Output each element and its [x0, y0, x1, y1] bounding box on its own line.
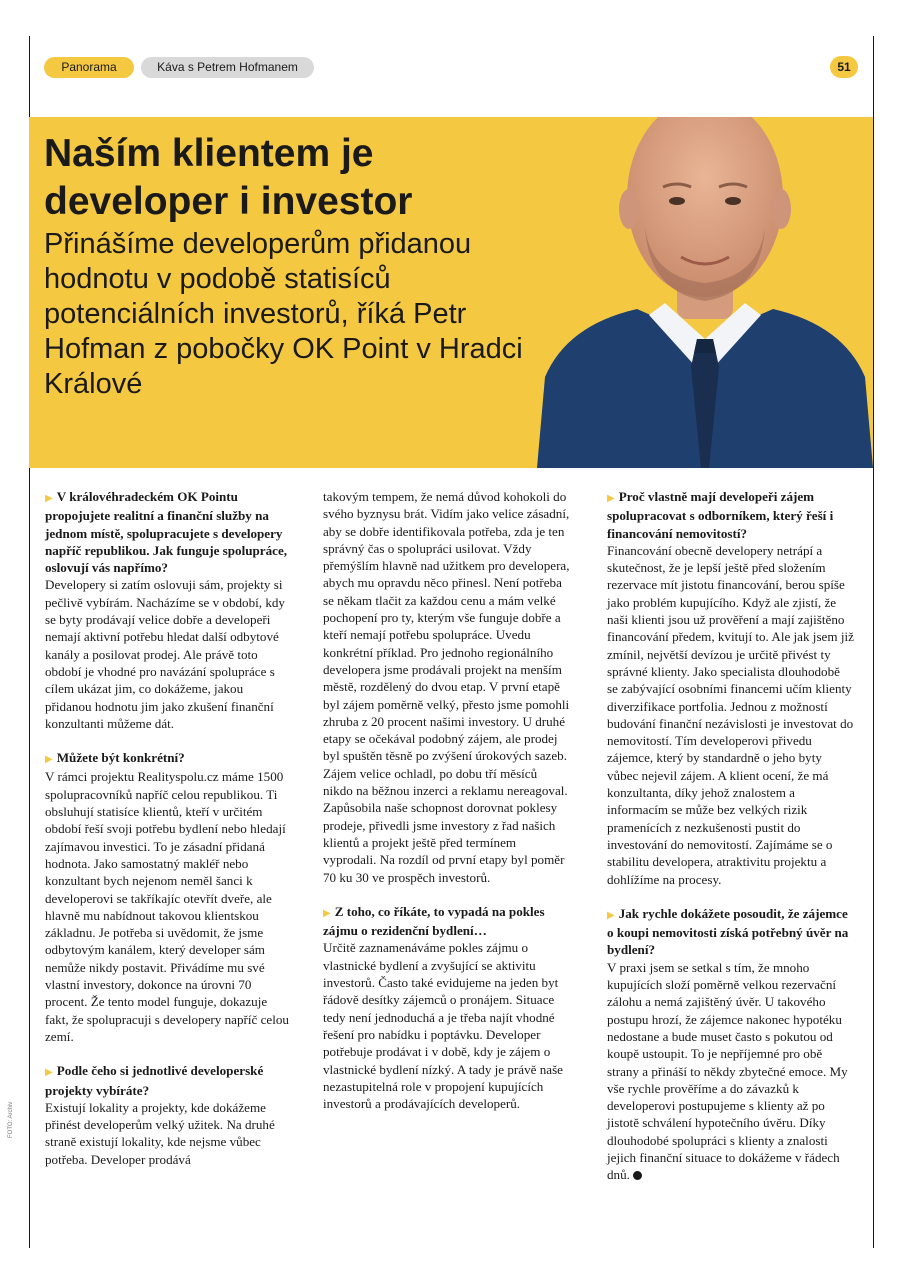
- article-subhead: Přinášíme developerům přidanou hodnotu v podobě statisíců potenciálních investorů, říká Petr Hofman z pobočky OK Point v Hradci Králové: [44, 228, 523, 400]
- interview-answer: Existují lokality a projekty, kde dokážeme přinést developerům velký užitek. Na druhé straně existují lokality, kde nejsme vůbec potřeba. Developer prodává: [45, 1099, 275, 1167]
- qa-block: [45, 749, 292, 1045]
- qa-block: [323, 903, 570, 1113]
- interview-answer: Developery si zatím oslovuji sám, projekty si pečlivě vybírám. Nacházíme se v období, kdy se byty prodávají velice dobře a developeři nemají aktivní potřebu hledat další odbytové kanály a posilovat prodej. Ale právě toto období je vhodné pro navázání spolupráce s cílem ukázat jim, co dokážeme, jakou přidanou hodnotu jim jako zkušení finanční konzultanti můžeme dát.: [45, 577, 285, 731]
- triangle-bullet-icon: ▶: [607, 909, 615, 921]
- qa-block: [45, 488, 292, 732]
- qa-block: [45, 1062, 292, 1168]
- interview-question: Můžete být konkrétní?: [56, 750, 185, 766]
- right-margin-rule: [873, 36, 874, 1248]
- interview-answer: V praxi jsem se setkal s tím, že mnoho kupujících složí poměrně velkou rezervační zálohu a nemá zajištěný úvěr. U takového postupu hrozí, že zájemce nakonec hypotéku nedostane a bude muset často s pokutou od koupě ustoupit. To je nepříjemné pro obě strany a přináší to někdy zbytečné emoce. My vše rychle prověříme a do závazků k developerovi postupujeme s klienty až po jistotě schválení hypotečního úvěru. Díky dlouhodobé spolupráci s klienty a znalosti jejich finanční situace to dokážeme v řádech dnů.: [607, 959, 848, 1183]
- page-number: 51: [830, 56, 858, 78]
- triangle-bullet-icon: ▶: [607, 493, 615, 504]
- triangle-bullet-icon: ▶: [45, 1067, 53, 1079]
- portrait-photo: [537, 117, 873, 468]
- interview-question: Podle čeho si jednotlivé developerské projekty vybíráte?: [45, 1063, 264, 1098]
- section-tag[interactable]: Panorama: [44, 57, 134, 78]
- interview-question: Jak rychle dokážete posoudit, že zájemce o koupi nemovitosti získá potřebný úvěr na bydlení?: [607, 905, 849, 958]
- series-tag[interactable]: Káva s Petrem Hofmanem: [141, 57, 314, 78]
- article-column-1: [45, 488, 292, 1185]
- interview-question: Proč vlastně mají developeři zájem spolupracovat s odborníkem, který řeší i financování nemovitostí?: [607, 489, 834, 541]
- triangle-bullet-icon: ▶: [323, 907, 331, 919]
- qa-block: [323, 488, 570, 886]
- interview-question: Z toho, co říkáte, to vypadá na pokles zájmu o rezidenční bydlení…: [323, 903, 545, 939]
- qa-block: [607, 488, 854, 888]
- article-column-3: [607, 488, 854, 1201]
- qa-block: [607, 905, 854, 1184]
- end-of-article-icon: [633, 1171, 642, 1180]
- interview-answer: Určitě zaznamenáváme pokles zájmu o vlastnické bydlení a zvyšující se aktivitu investorů. Často také evidujeme na jeden byt řádově desítky zájemců o pronájem. Situace tedy není jednoduchá a je třeba najít vhodné řešení pro nabídku i poptávku. Developer potřebuje prodávat i v době, kdy je zájem o vlastnické bydlení nízký. A tady je právě naše nezastupitelná role v propojení kupujících investorů a prodávajících developerů.: [323, 940, 563, 1112]
- triangle-bullet-icon: ▶: [45, 754, 53, 766]
- article-headline: Naším klientem je developer i investor: [44, 132, 413, 223]
- photo-credit: FOTO: Archiv: [8, 1101, 14, 1138]
- interview-question: V královéhradeckém OK Pointu propojujete realitní a finanční služby na jednom místě, spolupracujete s developery napříč republikou. Jak funguje spolupráce, oslovují vás napřímo?: [45, 489, 288, 576]
- hero-band: [29, 117, 873, 468]
- triangle-bullet-icon: ▶: [45, 493, 53, 504]
- interview-answer: Financování obecně developery netrápí a skutečnost, že je lepší ještě před složením rezervace mít jistotu financování, berou spíše jako problém kupujícího. Když ale zjistí, že naši klienti jsou už prověření a mají zajištěno financování předem, kvitují to. Ale jak jsem již zmínil, největší devízou je určitě přivést ty správné klienty. Jako specialista dlouhodobě se zabývající osobními financemi učím klienty diverzifikace portfolia. Jednou z možností budování finanční nezávislosti je investovat do nemovitostí. Tím developerovi přivedu zájemce, který by standardně o jeho byty vůbec nejevil zájem. A klient ocení, že má konzultanta, díky jehož znalostem a informacím se může bez velkých rizik pramenících z nezkušenosti pustit do investování do nemovitostí. Zajímáme se o stabilitu developera, atraktivitu projektu a dohlížíme na procesy.: [607, 542, 854, 887]
- article-column-2: [323, 488, 570, 1129]
- interview-answer: V rámci projektu Realityspolu.cz máme 1500 spolupracovníků napříč celou republikou. Ti obsluhují statisíce klientů, kteří v určitém období řeší svoji potřebu bydlení nebo hledají zajímavou investici. To je zásadní přidaná hodnota. Jako samostatný makléř nebo konzultant bych nejenom neměl šanci k developerovi se takříkajíc otevřít dveře, ale hlavně mu nabídnout takovou klientskou základnu. Je potřeba si uvědomit, že jsme odbytovým kanálem, který developer sám nemůže nikdy postavit. Přivádíme mu své vlastní investory, dokonce na úrovni 70 procent. Že tento model funguje, dokazuje fakt, že spolupracuji s developery napříč celou zemí.: [45, 769, 289, 1044]
- interview-answer: takovým tempem, že nemá důvod kohokoli do svého byznysu brát. Vidím jako velice zásadní, aby se dobře identifikovala potřeba, zda je ten správný čas o spolupráci usilovat. Vždy přemýšlím hlavně nad užitkem pro developera, abych mu opravdu něco přinesl. Není potřeba se někam tlačit za každou cenu a mám velké pochopení pro ty, kterým vše funguje dobře a kteří nemají potřebu spolupráce. Uvedu konkrétní příklad. Pro jednoho regionálního developera jsme prodávali projekt na menším městě, rozdělený do dvou etap. V první etapě byl zájem poměrně velký, přesto jsme pomohli zhruba z 20 procent našimi investory. U druhé etapy se očekával podobný zájem, ale prodej byl spuštěn těsně po zvýšení úrokových sazeb. Zájem velice ochladl, po dobu tří měsíců nikdo na běžnou inzerci a reklamu nereagoval. Zapůsobila naše schopnost dorovnat poklesy prodeje, přivedli jsme investory z řad našich klientů a projekt ještě před termínem vyprodali. Na rozdíl od první etapy byl poměr 70 ku 30 ve prospěch investorů.: [323, 489, 570, 885]
